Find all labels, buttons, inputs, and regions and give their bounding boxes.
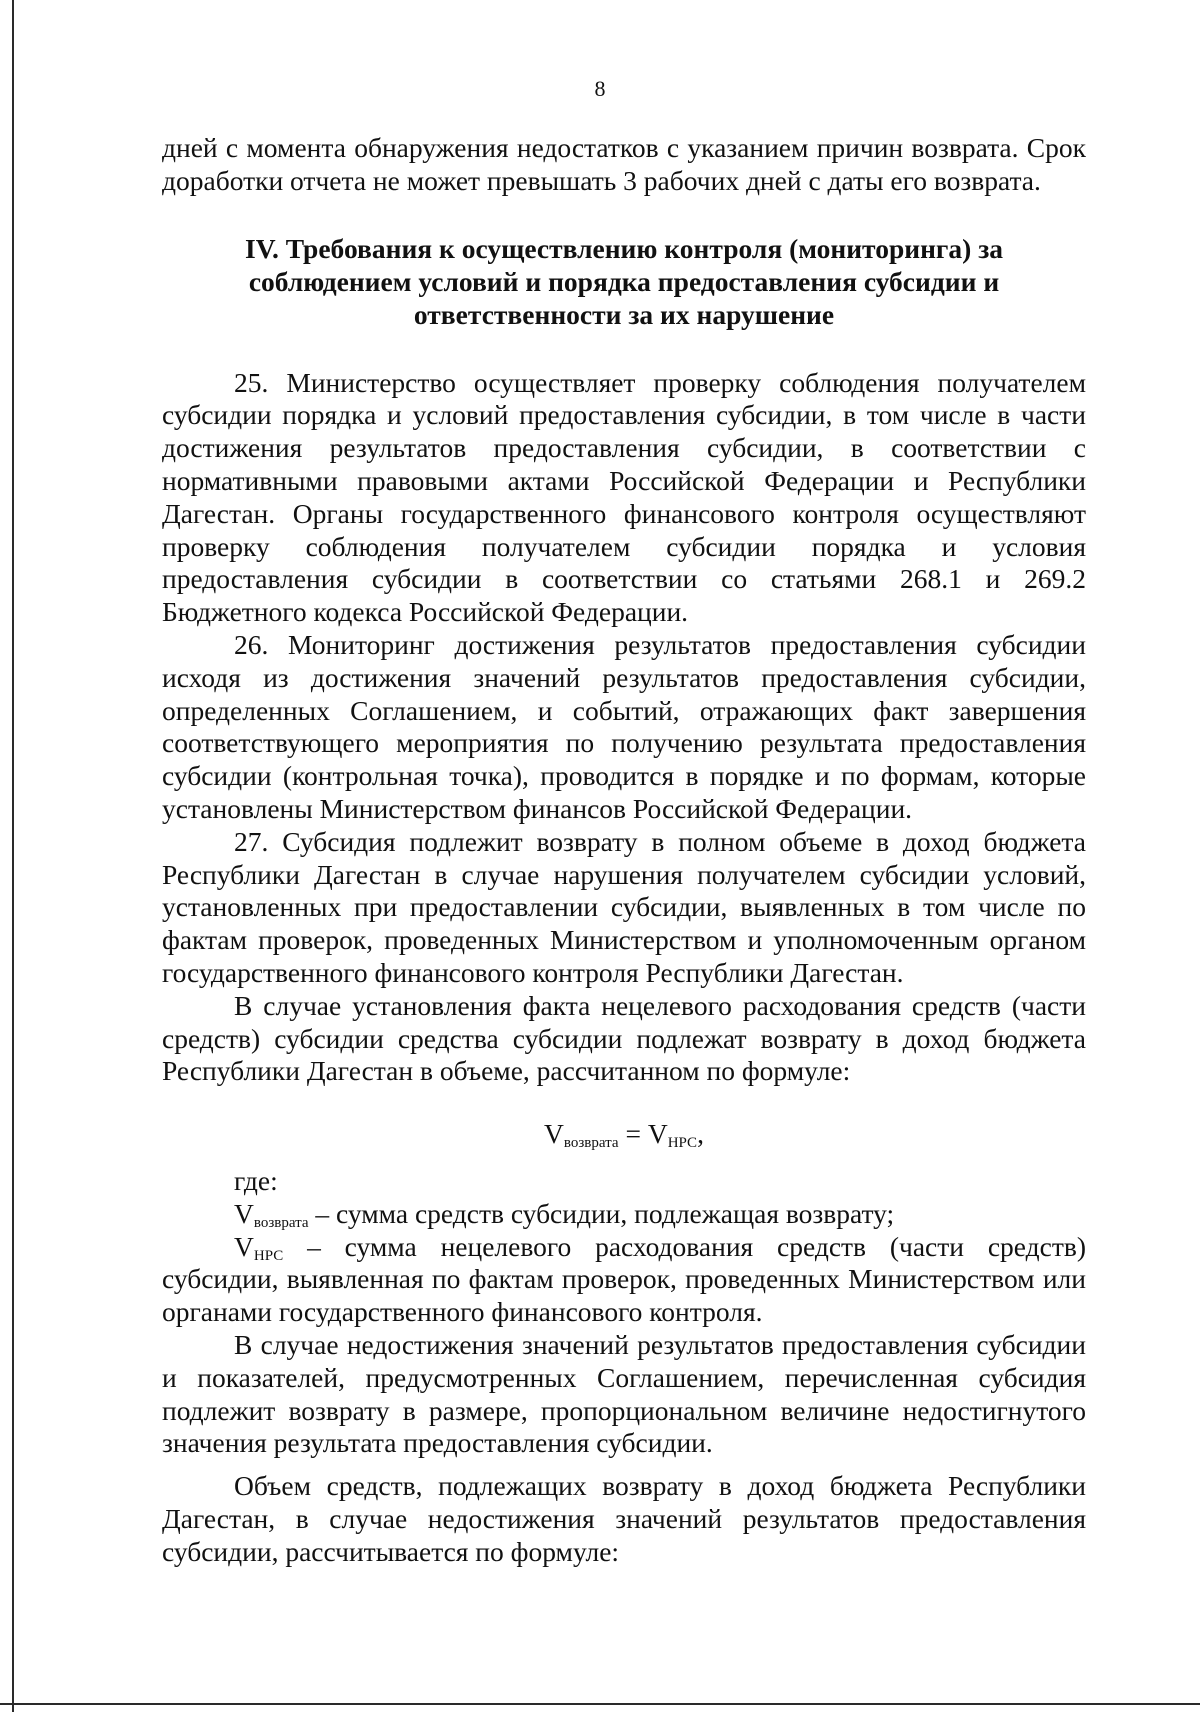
- definition-1-symbol: V: [234, 1197, 254, 1229]
- where-label: где:: [234, 1164, 278, 1196]
- section-heading-line-3: ответственности за их нарушение: [413, 298, 835, 330]
- definition-1-text: – сумма средств субсидии, подлежащая возврату;: [308, 1197, 895, 1229]
- definition-v-nrs: [162, 1231, 1086, 1329]
- return-formula: [162, 1118, 1086, 1151]
- formula-rhs-subscript: НРС: [667, 1135, 698, 1152]
- section-heading: [162, 232, 1086, 331]
- definition-2-symbol: V: [234, 1230, 254, 1262]
- definition-2-subscript: НРС: [253, 1247, 284, 1264]
- definition-v-return: [162, 1198, 1086, 1231]
- section-heading-line-2: соблюдением условий и порядка предоставления субсидии и: [248, 265, 1000, 297]
- formula-equals: =: [618, 1118, 648, 1150]
- paragraph-26: 26. Мониторинг достижения результатов предоставления субсидии исходя из достижения значений результатов предоставления субсидии, определенных Соглашением, и событий, отражающих факт завершения соответствующего мероприятия по получению результата предоставления субсидии (контрольная точка), проводится в порядке и по формам, которые установлены Министерством финансов Российской Федерации.: [162, 628, 1086, 824]
- paragraph-non-achievement: В случае недостижения значений результатов предоставления субсидии и показателей, предусмотренных Соглашением, перечисленная субсидия подлежит возврату в размере, пропорциональном величине недостигнутого значения результата предоставления субсидии.: [162, 1328, 1086, 1459]
- paragraph-volume: Объем средств, подлежащих возврату в доход бюджета Республики Дагестан, в случае недостижения значений результатов предоставления субсидии, рассчитывается по формуле:: [162, 1470, 1086, 1567]
- scan-edge-left: [12, 0, 14, 1712]
- formula-rhs-symbol: V: [647, 1118, 668, 1150]
- intro-paragraph: дней с момента обнаружения недостатков с указанием причин возврата. Срок доработки отчета не может превышать 3 рабочих дней с даты его возврата.: [162, 132, 1086, 196]
- formula-lhs-subscript: возврата: [563, 1135, 619, 1152]
- scan-edge-bottom: [0, 1703, 1200, 1705]
- document-body: [162, 132, 1086, 1568]
- paragraph-25: 25. Министерство осуществляет проверку соблюдения получателем субсидии порядка и условий предоставления субсидии, в том числе в части достижения результатов предоставления субсидии, в соответствии с нормативными правовыми актами Российской Федерации и Республики Дагестан. Органы государственного финансового контроля осуществляют проверку соблюдения получателем субсидии порядка и условия предоставления субсидии в соответствии со статьями 268.1 и 269.2 Бюджетного кодекса Российской Федерации.: [162, 366, 1086, 628]
- formula-trailing: ,: [697, 1118, 704, 1150]
- definition-2-text: – сумма нецелевого расходования средств (части средств) субсидии, выявленная по фактам проверок, проведенных Министерством или органами государственного финансового контроля.: [162, 1230, 1086, 1328]
- page-number: 8: [594, 76, 606, 101]
- paragraph-27: 27. Субсидия подлежит возврату в полном объеме в доход бюджета Республики Дагестан в случае нарушения получателем субсидии условий, установленных при предоставлении субсидии, выявленных в том числе по фактам проверок, проведенных Министерством и уполномоченным органом государственного финансового контроля Республики Дагестан.: [162, 825, 1086, 988]
- formula-lhs-symbol: V: [544, 1118, 564, 1150]
- paragraph-misuse: В случае установления факта нецелевого расходования средств (части средств) субсидии средства субсидии подлежат возврату в доход бюджета Республики Дагестан в объеме, рассчитанном по формуле:: [162, 989, 1086, 1087]
- definition-1-subscript: возврата: [253, 1214, 309, 1231]
- section-heading-line-1: IV. Требования к осуществлению контроля (мониторинга) за: [245, 232, 1003, 264]
